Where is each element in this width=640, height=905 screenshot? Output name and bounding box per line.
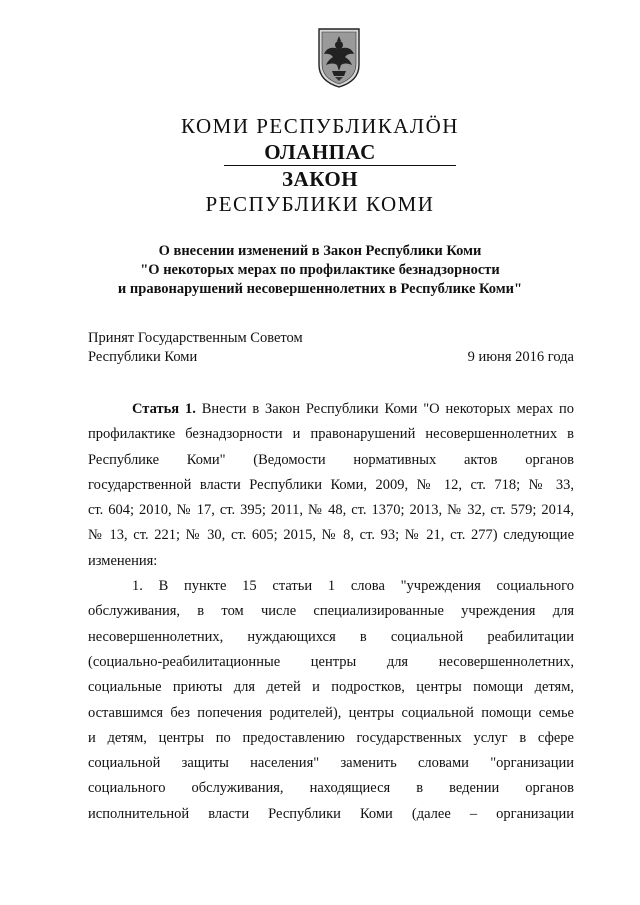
header-olanpas: ОЛАНПАС [264, 140, 376, 164]
article-1-line: профилактике безнадзорности и правонарушений несовершеннолетних в [88, 426, 574, 443]
adopted-by-line: Принят Государственным Советом [88, 330, 303, 346]
header-komi-respublikalon: КОМИ РЕСПУБЛИКАЛÖН [181, 114, 459, 138]
article-1-text: Внести в Закон Республики Коми "О некоторых мерах по [195, 401, 574, 417]
header-zakon: ЗАКОН [281, 167, 359, 191]
article-1-line: государственной власти Республики Коми, 2009, № 12, ст. 718; № 33, [88, 476, 574, 493]
header-respubliki-komi: РЕСПУБЛИКИ КОМИ [205, 192, 435, 216]
law-body [88, 397, 574, 827]
adopted-by-line: Республики Коми [88, 349, 198, 365]
article-1-line [88, 397, 574, 422]
article-1-line: № 13, ст. 221; № 30, ст. 605; 2015, № 8, ст. 93; № 21, ст. 277) следующие [88, 527, 574, 544]
article-1-line: Республике Коми" (Ведомости нормативных актов органов [88, 451, 574, 468]
law-title-line: и правонарушений несовершеннолетних в Республике Коми" [117, 281, 523, 297]
article-1-label: Статья 1. [132, 401, 196, 417]
coat-of-arms-icon [316, 27, 362, 89]
item-1-line: несовершеннолетних, нуждающихся в социальной реабилитации [88, 628, 574, 645]
item-1-line: (социально-реабилитационные центры для несовершеннолетних, [88, 653, 574, 670]
item-1-line: социального обслуживания, находящиеся в ведении органов [88, 780, 574, 797]
item-1-line: социальные приюты для детей и подростков, центры помощи детям, [88, 679, 574, 696]
adoption-block [88, 329, 574, 367]
header-divider [224, 165, 456, 166]
item-1-line: и детям, центры по предоставлению государственных услуг в сфере [88, 729, 574, 746]
item-1-line: обслуживания, в том числе специализированные учреждения для [88, 603, 574, 620]
article-1-line: ст. 604; 2010, № 17, ст. 395; 2011, № 48, ст. 1370; 2013, № 32, ст. 579; 2014, [88, 502, 574, 519]
item-1-line: оставшимся без попечения родителей), центры социальной помощи семье [88, 704, 574, 721]
item-1-line: 1. В пункте 15 статьи 1 слова "учреждения социального [132, 578, 574, 595]
article-1-line: изменения: [88, 552, 158, 569]
law-title [0, 242, 640, 299]
law-title-line: "О некоторых мерах по профилактике безнадзорности [140, 262, 500, 278]
item-1-line: социальной защиты населения" заменить словами "организации [88, 755, 574, 772]
adoption-date: 9 июня 2016 года [467, 349, 574, 365]
law-title-line: О внесении изменений в Закон Республики Коми [158, 243, 482, 259]
item-1-line: исполнительной власти Республики Коми (далее – организации [88, 805, 574, 822]
